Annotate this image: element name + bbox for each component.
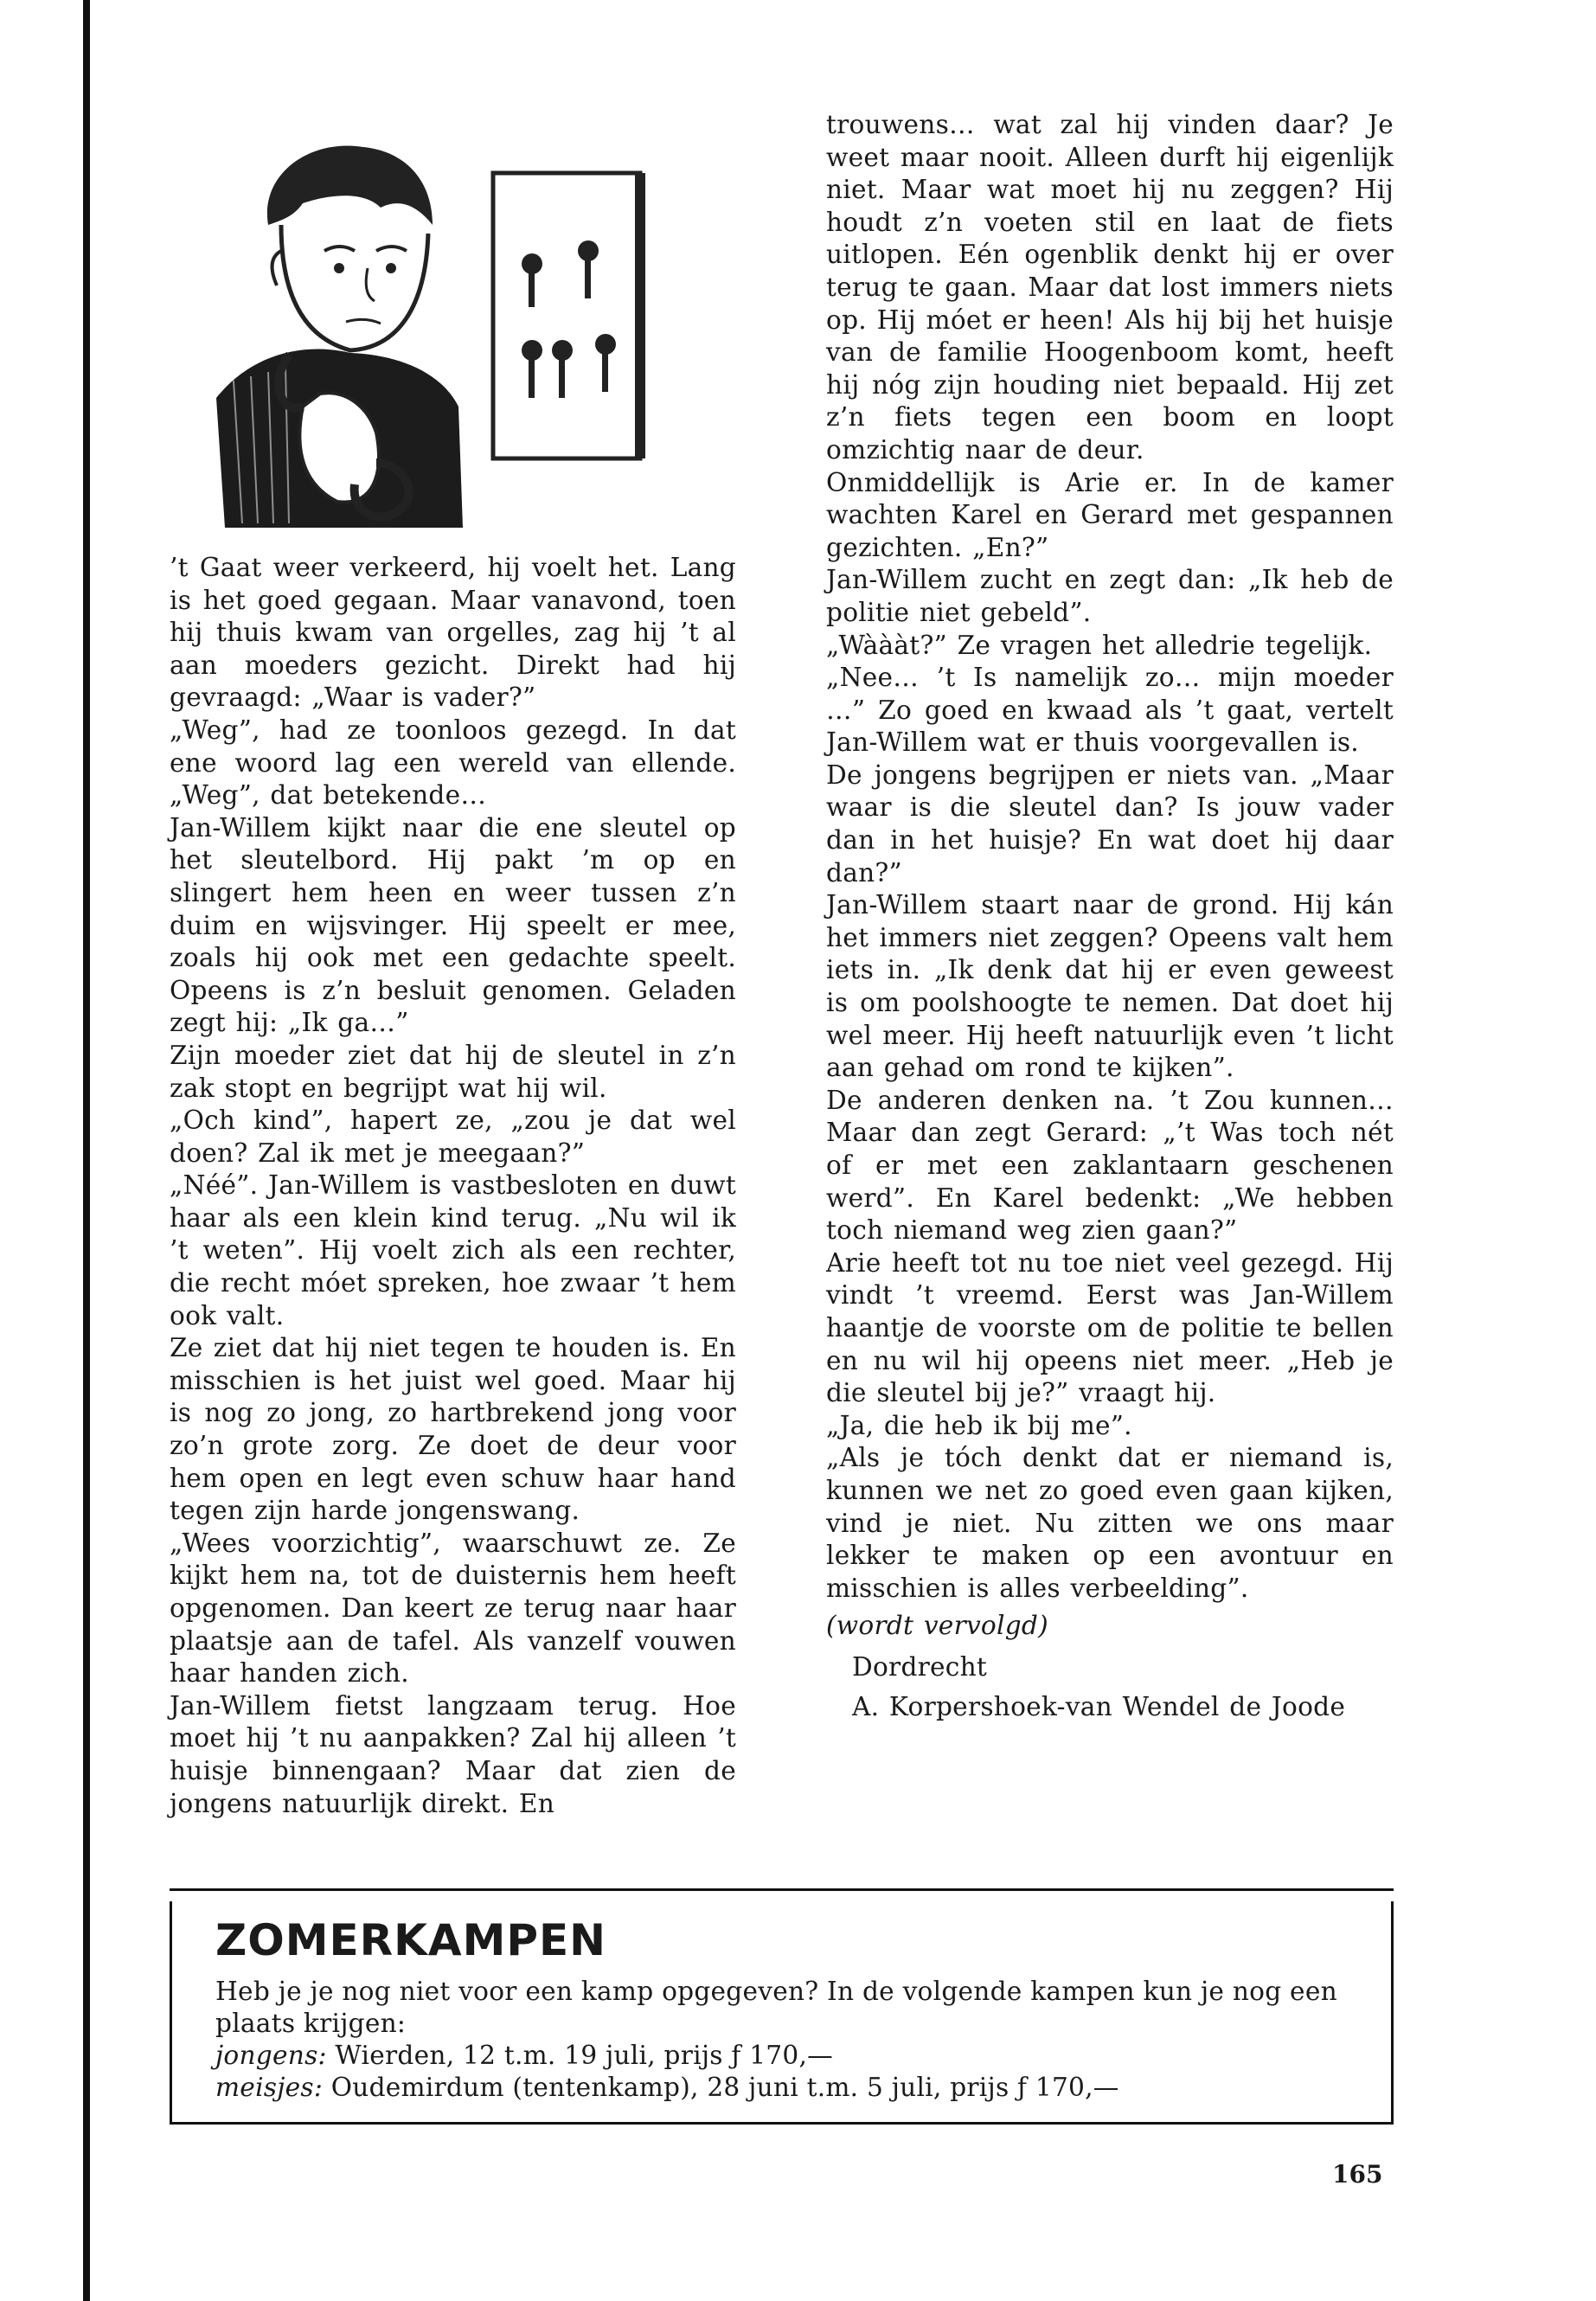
paragraph: „Weg”, had ze toonloos gezegd. In dat ene woord lag een wereld van ellende. „Weg”, dat betekende… <box>170 715 736 811</box>
paragraph: Jan-Willem staart naar de grond. Hij kán het immers niet zeggen? Opeens valt hem iets in. „Ik denk dat hij er even geweest is om poolshoogte te nemen. Dat doet hij wel meer. Hij heeft natuurlijk even ’t licht aan gehad om rond te kijken”. <box>826 890 1394 1083</box>
paragraph: Zijn moeder ziet dat hij de sleutel in z’n zak stopt en begrijpt wat hij wil. <box>170 1040 736 1103</box>
page-edge-bar <box>83 0 90 2301</box>
paragraph: Onmiddellijk is Arie er. In de kamer wachten Karel en Gerard met gespannen gezichten. „En?” <box>826 467 1394 562</box>
paragraph: ’t Gaat weer verkeerd, hij voelt het. Lang is het goed gegaan. Maar vanavond, toen hij thuis kwam van orgelles, zag hij ’t al aan moeders gezicht. Direkt had hij gevraagd: „Waar is vader?” <box>170 553 736 713</box>
notice-body <box>215 1976 1349 2104</box>
notice-top-rule <box>170 1888 1394 1891</box>
paragraph: „Wees voorzichtig”, waarschuwt ze. Ze kijkt hem na, tot de duisternis hem heeft opgenomen. Dan keert ze terug naar haar plaatsje aan de tafel. Als vanzelf vouwen haar handen zich. <box>170 1528 736 1689</box>
paragraph: Ze ziet dat hij niet tegen te houden is. En misschien is het juist wel goed. Maar hij is nog zo jong, zo hartbrekend jong voor zo’n grote zorg. Ze doet de deur voor hem open en legt even schuw haar hand tegen zijn harde jongenswang. <box>170 1333 736 1526</box>
right-text-column <box>826 109 1394 1723</box>
notice-intro: Heb je je nog niet voor een kamp opgegeven? In de volgende kampen kun je nog een plaats krijgen: <box>215 1977 1337 2038</box>
paragraph: „Nee… ’t Is namelijk zo… mijn moeder …” Zo goed en kwaad als ’t gaat, vertelt Jan-Willem wat er thuis voorgevallen is. <box>826 663 1394 758</box>
paragraph: Jan-Willem kijkt naar die ene sleutel op het sleutelbord. Hij pakt ’m op en slingert hem heen en weer tussen z’n duim en wijsvinger. Hij speelt er mee, zoals hij ook met een gedachte speelt. Opeens is z’n besluit genomen. Geladen zegt hij: „Ik ga…” <box>170 812 736 1038</box>
author-name: A. Korpershoek-van Wendel de Joode <box>852 1691 1346 1721</box>
girls-label: meisjes: <box>215 2073 324 2102</box>
place-name: Dordrecht <box>852 1651 988 1682</box>
paragraph: De anderen denken na. ’t Zou kunnen… Maar dan zegt Gerard: „’t Was toch nét of er met een zaklantaarn geschenen werd”. En Karel bedenkt: „We hebben toch niemand weg zien gaan?” <box>826 1085 1394 1246</box>
boys-camp-line <box>215 2040 1349 2072</box>
paragraph: De jongens begrijpen er niets van. „Maar waar is die sleutel dan? Is jouw vader dan in het huisje? En wat doet hij daar dan?” <box>826 760 1394 888</box>
paragraph: „Als je tóch denkt dat er niemand is, kunnen we net zo goed even gaan kijken, vind je niet. Nu zitten we ons maar lekker te maken op een avontuur en misschien is alles verbeelding”. <box>826 1443 1394 1603</box>
paragraph: „Ja, die heb ik bij me”. <box>826 1410 1132 1440</box>
girls-camp-text: Oudemirdum (tentenkamp), 28 juni t.m. 5 juli, prijs ƒ 170,— <box>330 2073 1119 2102</box>
page-number: 165 <box>1332 2160 1383 2189</box>
face-outline <box>281 225 428 350</box>
paragraph: trouwens… wat zal hij vinden daar? Je weet maar nooit. Alleen durft hij eigenlijk niet. Maar wat moet hij nu zeggen? Hij houdt z’n voeten stil en laat de fiets uitlopen. Eén ogenblik denkt hij er over terug te gaan. Maar dat lost immers niets op. Hij móet er heen! Als hij bij het huisje van de familie Hoogenboom komt, heeft hij nóg zijn houding niet bepaald. Hij zet z’n fiets tegen een boom en loopt omzichtig naar de deur. <box>826 110 1394 465</box>
key-board <box>493 173 640 458</box>
boys-label: jongens: <box>215 2041 327 2070</box>
to-be-continued: (wordt vervolgd) <box>826 1611 1048 1641</box>
boy-on-phone-illustration <box>199 121 649 528</box>
paragraph: Arie heeft tot nu toe niet veel gezegd. Hij vindt ’t vreemd. Eerst was Jan-Willem haantje de voorste om de politie te bellen en nu wil hij opeens niet meer. „Heb je die sleutel bij je?” vraagt hij. <box>826 1247 1394 1408</box>
paragraph: „Wàààt?” Ze vragen het alledrie tegelijk. <box>826 630 1373 660</box>
summer-camps-notice <box>170 1901 1394 2125</box>
notice-title: ZOMERKAMPEN <box>215 1915 607 1965</box>
boys-camp-text: Wierden, 12 t.m. 19 juli, prijs ƒ 170,— <box>335 2041 833 2070</box>
girls-camp-line <box>215 2072 1349 2104</box>
left-text-column <box>170 552 736 1820</box>
paragraph: Jan-Willem zucht en zegt dan: „Ik heb de politie niet gebeld”. <box>826 565 1394 627</box>
paragraph: Jan-Willem fietst langzaam terug. Hoe moet hij ’t nu aanpakken? Zal hij alleen ’t huisje binnengaan? Maar dat zien de jongens natuurlijk direkt. En <box>170 1690 736 1818</box>
hair-shape <box>267 145 433 225</box>
paragraph: „Néé”. Jan-Willem is vastbesloten en duwt haar als een klein kind terug. „Nu wil ik ’t weten”. Hij voelt zich als een rechter, die recht móet spreken, hoe zwaar ’t hem ook valt. <box>170 1170 736 1330</box>
paragraph: „Och kind”, hapert ze, „zou je dat wel doen? Zal ik met je meegaan?” <box>170 1106 736 1168</box>
